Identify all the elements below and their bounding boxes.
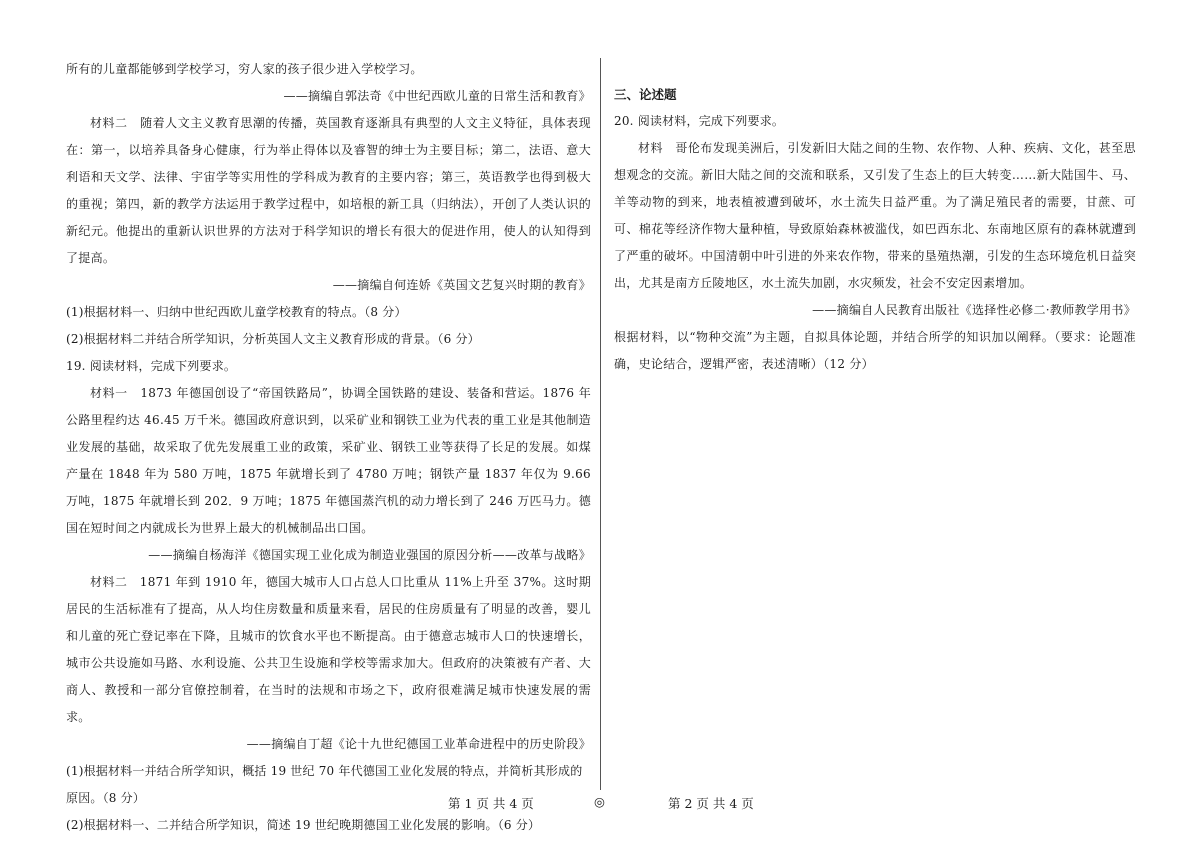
- question-20-material: 材料 哥伦布发现美洲后，引发新旧大陆之间的生物、农作物、人种、疾病、文化，甚至思想观念的交流。新旧大陆之间的交流和联系，又引发了生态上的巨大转变……新大陆国牛、马、羊等动物的到来，地表植被遭到破坏，水土流失日益严重。为了满足殖民者的需要，甘蔗、可可、棉花等经济作物大量种植，导致原始森林被滥伐，如巴西东北、东南地区原有的森林就遭到了严重的破坏。中国清朝中叶引进的外来农作物，带来的垦殖热潮，引发的生态环境危机日益突出，尤其是南方丘陵地区，水土流失加剧，水灾频发，社会不安定因素增加。: [614, 141, 1136, 290]
- question-20-source: ——摘编自人民教育出版社《选择性必修二·教师教学用书》: [812, 303, 1136, 317]
- question-20-heading: 20. 阅读材料，完成下列要求。: [614, 114, 785, 128]
- center-mark: ◎: [594, 794, 605, 809]
- question-18-part-2: (2)根据材料二并结合所学知识，分析英国人文主义教育形成的背景。（6 分）: [66, 332, 480, 346]
- question-20-task: 根据材料，以“物种交流”为主题，自拟具体论题，并结合所学的知识加以阐释。（要求：论题准确，史论结合，逻辑严密，表述清晰）（12 分）: [614, 330, 1136, 371]
- question-19-part-2: (2)根据材料一、二并结合所学知识，简述 19 世纪晚期德国工业化发展的影响。（6 分）: [66, 818, 541, 832]
- page-number-right: 第 2 页 共 4 页: [668, 796, 754, 811]
- question-18-part-1: (1)根据材料一、归纳中世纪西欧儿童学校教育的特点。（8 分）: [66, 305, 407, 319]
- question-19-heading: 19. 阅读材料，完成下列要求。: [66, 359, 237, 373]
- question-19-material-1-source: ——摘编自杨海洋《德国实现工业化成为制造业强国的原因分析——改革与战略》: [148, 548, 591, 562]
- material-2-text: 材料二 随着人文主义教育思潮的传播，英国教育逐渐具有典型的人文主义特征，具体表现在：第一，以培养具备身心健康，行为举止得体以及睿智的绅士为主要目标；第二，法语、意大利语和天文学、法律、宇宙学等实用性的学科成为教育的主要内容；第三，英语教学也得到极大的重视；第四，新的教学方法运用于教学过程中，如培根的新工具（归纳法），开创了人类认识的新纪元。他提出的重新认识世界的方法对于科学知识的增长有很大的促进作用，使人的认知得到了提高。: [66, 116, 591, 265]
- column-divider: [600, 58, 601, 790]
- question-19-material-2-source: ——摘编自丁超《论十九世纪德国工业革命进程中的历史阶段》: [246, 737, 591, 751]
- material-2-source: ——摘编自何连娇《英国文艺复兴时期的教育》: [332, 278, 591, 292]
- question-19-material-1: 材料一 1873 年德国创设了“帝国铁路局”，协调全国铁路的建设、装备和营运。1876 年公路里程约达 46.45 万千米。德国政府意识到，以采矿业和钢铁工业为代表的重工业是其他制造业发展的基础，故采取了优先发展重工业的政策，采矿业、钢铁工业等获得了长足的发展。如煤产量在 1848 年为 580 万吨，1875 年就增长到了 4780 万吨；钢铁产量 1837 年仅为 9.66 万吨，1875 年就增长到 202．9 万吨；1875 年德国蒸汽机的动力增长到了 246 万匹马力。德国在短时间之内就成长为世界上最大的机械制品出口国。: [66, 386, 592, 535]
- left-column: [66, 56, 591, 839]
- question-19-material-2: 材料二 1871 年到 1910 年，德国大城市人口占总人口比重从 11%上升至 37%。这时期居民的生活标准有了提高，从人均住房数量和质量来看，居民的住房质量有了明显的改善，婴儿和儿童的死亡登记率在下降，且城市的饮食水平也不断提高。由于德意志城市人口的快速增长，城市公共设施如马路、水利设施、公共卫生设施和学校等需求加大。但政府的决策被有产者、大商人、教授和一部分官僚控制着，在当时的法规和市场之下，政府很难满足城市快速发展的需求。: [66, 575, 591, 724]
- material-continuation: 所有的儿童都能够到学校学习，穷人家的孩子很少进入学校学习。: [66, 62, 423, 76]
- right-column: [614, 56, 1136, 378]
- question-19-part-1: (1)根据材料一并结合所学知识，概括 19 世纪 70 年代德国工业化发展的特点，并简析其形成的原因。（8 分）: [66, 764, 583, 805]
- page-number-left: 第 1 页 共 4 页: [448, 796, 534, 811]
- section-title: 三、论述题: [614, 87, 677, 102]
- material-1-source: ——摘编自郭法奇《中世纪西欧儿童的日常生活和教育》: [283, 89, 591, 103]
